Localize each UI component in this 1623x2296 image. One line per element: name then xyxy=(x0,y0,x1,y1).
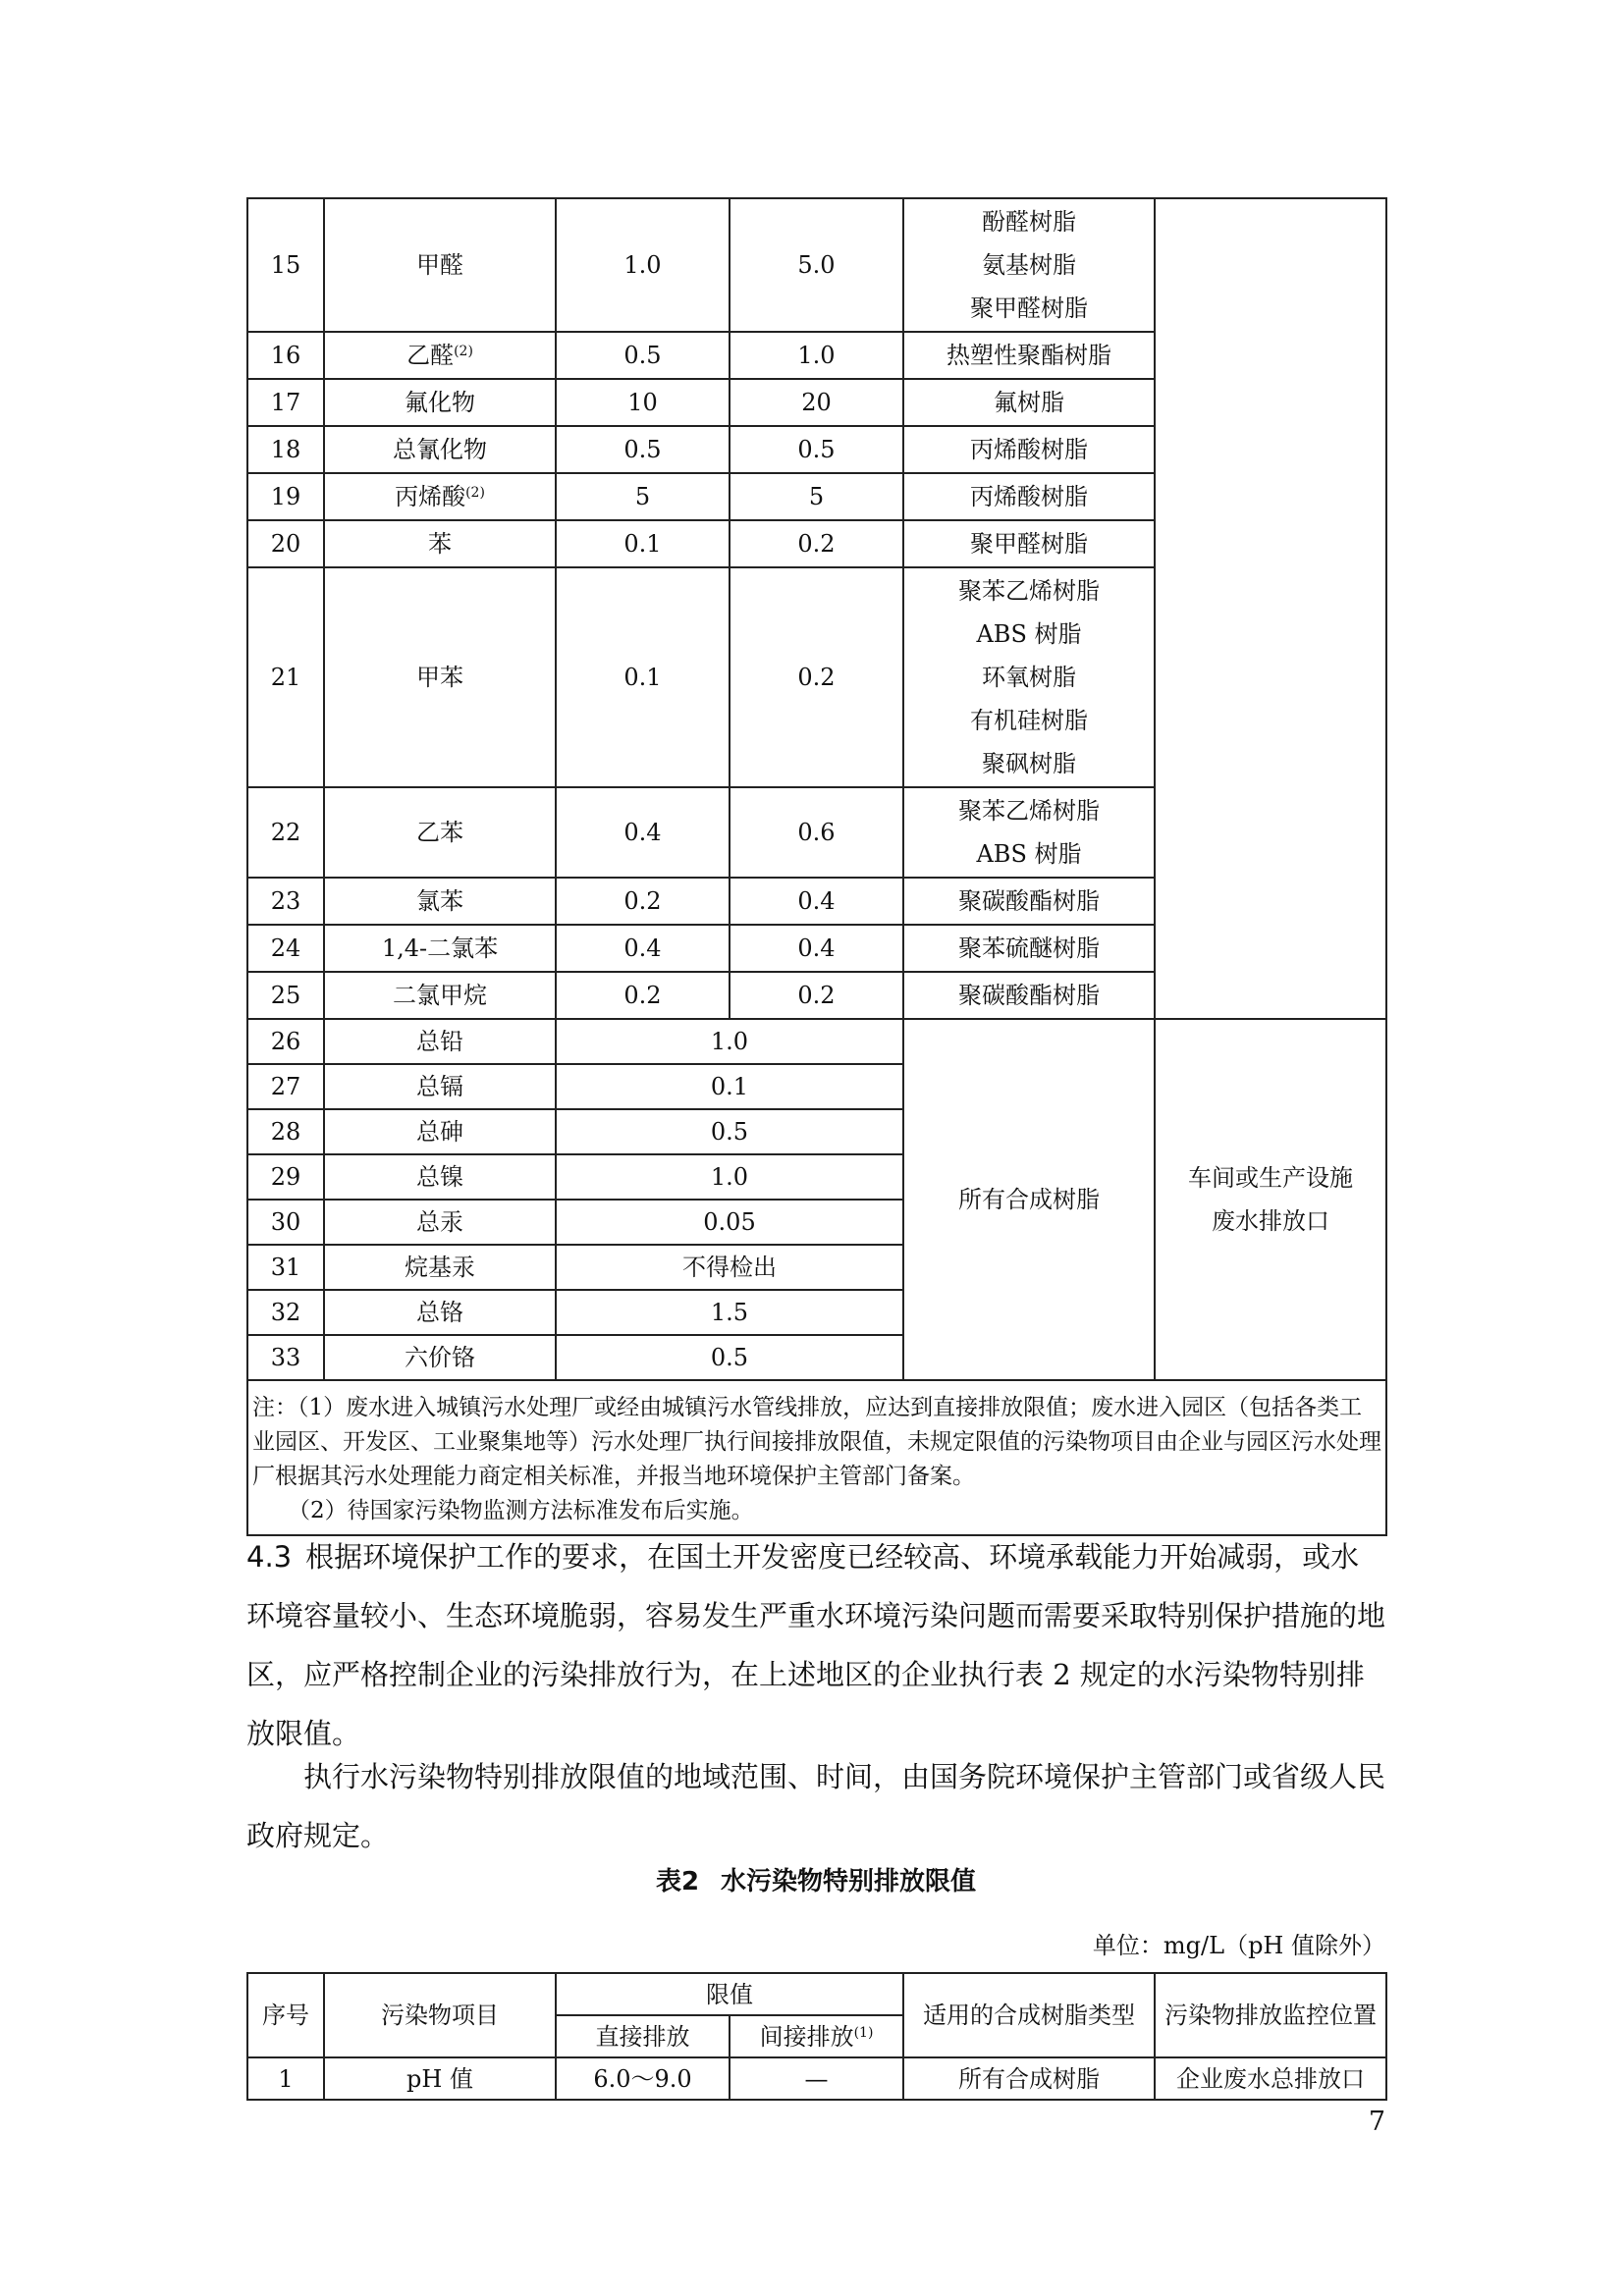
limit-value: 0.5 xyxy=(556,1335,903,1380)
page-number: 7 xyxy=(1368,2107,1385,2137)
resin-types: 所有合成树脂 xyxy=(903,1019,1155,1380)
resin-type: ABS 树脂 xyxy=(976,840,1082,868)
resin-type: ABS 树脂 xyxy=(976,620,1082,648)
row-number: 29 xyxy=(247,1154,324,1200)
table-row xyxy=(247,198,1386,332)
direct-limit: 0.4 xyxy=(556,787,730,878)
special-limits-table xyxy=(246,1972,1387,2101)
resin-type: 环氧树脂 xyxy=(982,664,1076,691)
direct-limit: 0.2 xyxy=(556,878,730,925)
pollutant-name: 氯苯 xyxy=(324,878,556,925)
direct-limit: 0.5 xyxy=(556,332,730,379)
row-number: 18 xyxy=(247,426,324,473)
pollutant-name: 总汞 xyxy=(324,1200,556,1245)
location-line: 废水排放口 xyxy=(1212,1207,1329,1235)
indirect-limit: 5 xyxy=(730,473,903,520)
pollutant-name: 总铅 xyxy=(324,1019,556,1064)
table2-caption xyxy=(246,1861,1385,1897)
header-location: 污染物排放监控位置 xyxy=(1155,1973,1386,2057)
pollutant-name: 乙醛$^{(2)}$ xyxy=(324,332,556,379)
direct-limit: 1.0 xyxy=(556,198,730,332)
pollutant-name: 甲苯 xyxy=(324,567,556,787)
indirect-limit: 20 xyxy=(730,379,903,426)
header-direct: 直接排放 xyxy=(556,2015,730,2057)
header-no: 序号 xyxy=(247,1973,324,2057)
row-number: 31 xyxy=(247,1245,324,1290)
resin-type: 有机硅树脂 xyxy=(970,707,1088,734)
direct-limit: 0.4 xyxy=(556,925,730,972)
limit-value: 1.0 xyxy=(556,1154,903,1200)
note-1: 注：（1）废水进入城镇污水处理厂或经由城镇污水管线排放，应达到直接排放限值；废水进入园区（包括各类工业园区、开发区、工业聚集地等）污水处理厂执行间接排放限值，未规定限值的污染物项目由企业与园区污水处理厂根据其污水处理能力商定相关标准，并报当地环境保护主管部门备案。 xyxy=(252,1395,1381,1489)
monitoring-location xyxy=(1155,198,1386,1019)
section-4-3 xyxy=(246,1527,1385,1763)
resin-type: 氟树脂 xyxy=(994,389,1064,416)
indirect-limit: 0.4 xyxy=(730,925,903,972)
pollutant-name: 乙苯 xyxy=(324,787,556,878)
limit-value: 0.1 xyxy=(556,1064,903,1109)
resin-types xyxy=(903,520,1155,567)
indirect-limit: — xyxy=(730,2057,903,2100)
indirect-limit: 0.4 xyxy=(730,878,903,925)
indirect-limit: 5.0 xyxy=(730,198,903,332)
table2-unit: 单位：mg/L（pH 值除外） xyxy=(1092,1932,1385,1959)
table-notes-row xyxy=(247,1380,1386,1535)
pollutant-name: 总镍 xyxy=(324,1154,556,1200)
resin-type: 热塑性聚酯树脂 xyxy=(947,342,1111,369)
pollutant-name: 苯 xyxy=(324,520,556,567)
row-number: 17 xyxy=(247,379,324,426)
direct-limit: 0.2 xyxy=(556,972,730,1019)
resin-types xyxy=(903,379,1155,426)
pollutant-name: 氟化物 xyxy=(324,379,556,426)
direct-limit: 6.0～9.0 xyxy=(556,2057,730,2100)
footnote-marker: (2) xyxy=(454,344,473,359)
resin-types xyxy=(903,567,1155,787)
direct-limit: 0.1 xyxy=(556,520,730,567)
limit-value: 1.5 xyxy=(556,1290,903,1335)
header-limit: 限值 xyxy=(556,1973,903,2015)
limit-value: 0.05 xyxy=(556,1200,903,1245)
direct-limit: 0.1 xyxy=(556,567,730,787)
pollutant-name: 烷基汞 xyxy=(324,1245,556,1290)
row-number: 28 xyxy=(247,1109,324,1154)
table2-header-row xyxy=(247,1973,1386,2015)
resin-types xyxy=(903,787,1155,878)
resin-type: 聚苯硫醚树脂 xyxy=(958,934,1100,962)
indirect-limit: 0.2 xyxy=(730,567,903,787)
resin-type: 聚甲醛树脂 xyxy=(970,530,1088,558)
table2-number: 表2 xyxy=(655,1867,700,1896)
resin-type: 聚碳酸酯树脂 xyxy=(958,887,1100,915)
resin-type: 聚苯乙烯树脂 xyxy=(958,577,1100,605)
indirect-limit: 0.5 xyxy=(730,426,903,473)
resin-type: 聚砜树脂 xyxy=(982,750,1076,777)
row-number: 24 xyxy=(247,925,324,972)
resin-type: 酚醛树脂 xyxy=(982,208,1076,236)
resin-types xyxy=(903,972,1155,1019)
table-row xyxy=(247,1019,1386,1064)
limit-value: 0.5 xyxy=(556,1109,903,1154)
row-number: 16 xyxy=(247,332,324,379)
row-number: 30 xyxy=(247,1200,324,1245)
section-paragraph-2: 执行水污染物特别排放限值的地域范围、时间，由国务院环境保护主管部门或省级人民政府规定。 xyxy=(246,1760,1386,1852)
note-2: （2）待国家污染物监测方法标准发布后实施。 xyxy=(288,1498,754,1523)
pollutant-name: pH 值 xyxy=(324,2057,556,2100)
pollutant-name: 总氰化物 xyxy=(324,426,556,473)
resin-type: 丙烯酸树脂 xyxy=(970,436,1088,463)
pollutant-name: 总砷 xyxy=(324,1109,556,1154)
indirect-limit: 0.2 xyxy=(730,520,903,567)
section-number: 4.3 xyxy=(246,1540,293,1574)
resin-types xyxy=(903,198,1155,332)
row-number: 33 xyxy=(247,1335,324,1380)
resin-types: 所有合成树脂 xyxy=(903,2057,1155,2100)
table-notes xyxy=(247,1380,1386,1535)
row-number: 19 xyxy=(247,473,324,520)
resin-type: 聚碳酸酯树脂 xyxy=(958,982,1100,1009)
row-number: 21 xyxy=(247,567,324,787)
resin-types xyxy=(903,332,1155,379)
row-number: 26 xyxy=(247,1019,324,1064)
table2-title: 水污染物特别排放限值 xyxy=(721,1867,977,1896)
row-number: 23 xyxy=(247,878,324,925)
location-line: 车间或生产设施 xyxy=(1188,1164,1353,1192)
pollutant-limits-table-continued xyxy=(246,197,1387,1536)
pollutant-name: 总铬 xyxy=(324,1290,556,1335)
header-resin: 适用的合成树脂类型 xyxy=(903,1973,1155,2057)
resin-types xyxy=(903,925,1155,972)
monitoring-location: 企业废水总排放口 xyxy=(1155,2057,1386,2100)
pollutant-name: 二氯甲烷 xyxy=(324,972,556,1019)
limit-value: 1.0 xyxy=(556,1019,903,1064)
direct-limit: 0.5 xyxy=(556,426,730,473)
header-indirect: 间接排放$^{(1)}$ xyxy=(730,2015,903,2057)
indirect-limit: 0.6 xyxy=(730,787,903,878)
row-number: 22 xyxy=(247,787,324,878)
pollutant-name: 1,4-二氯苯 xyxy=(324,925,556,972)
footnote-marker: (2) xyxy=(465,485,485,501)
pollutant-name: 总镉 xyxy=(324,1064,556,1109)
resin-types xyxy=(903,426,1155,473)
pollutant-name: 甲醛 xyxy=(324,198,556,332)
table-row xyxy=(247,2057,1386,2100)
indirect-limit: 0.2 xyxy=(730,972,903,1019)
direct-limit: 5 xyxy=(556,473,730,520)
row-number: 1 xyxy=(247,2057,324,2100)
resin-type: 丙烯酸树脂 xyxy=(970,483,1088,510)
header-item: 污染物项目 xyxy=(324,1973,556,2057)
section-text: 根据环境保护工作的要求，在国土开发密度已经较高、环境承载能力开始减弱，或水环境容量较小、生态环境脆弱，容易发生严重水环境污染问题而需要采取特别保护措施的地区，应严格控制企业的污染排放行为，在上述地区的企业执行表 2 规定的水污染物特别排放限值。 xyxy=(246,1540,1386,1750)
resin-types xyxy=(903,473,1155,520)
limit-value: 不得检出 xyxy=(556,1245,903,1290)
row-number: 32 xyxy=(247,1290,324,1335)
row-number: 20 xyxy=(247,520,324,567)
resin-type: 聚甲醛树脂 xyxy=(970,294,1088,322)
monitoring-location xyxy=(1155,1019,1386,1380)
row-number: 15 xyxy=(247,198,324,332)
pollutant-name: 丙烯酸$^{(2)}$ xyxy=(324,473,556,520)
resin-types xyxy=(903,878,1155,925)
row-number: 27 xyxy=(247,1064,324,1109)
pollutant-name: 六价铬 xyxy=(324,1335,556,1380)
indirect-limit: 1.0 xyxy=(730,332,903,379)
resin-type: 聚苯乙烯树脂 xyxy=(958,797,1100,825)
resin-type: 氨基树脂 xyxy=(982,251,1076,279)
direct-limit: 10 xyxy=(556,379,730,426)
row-number: 25 xyxy=(247,972,324,1019)
